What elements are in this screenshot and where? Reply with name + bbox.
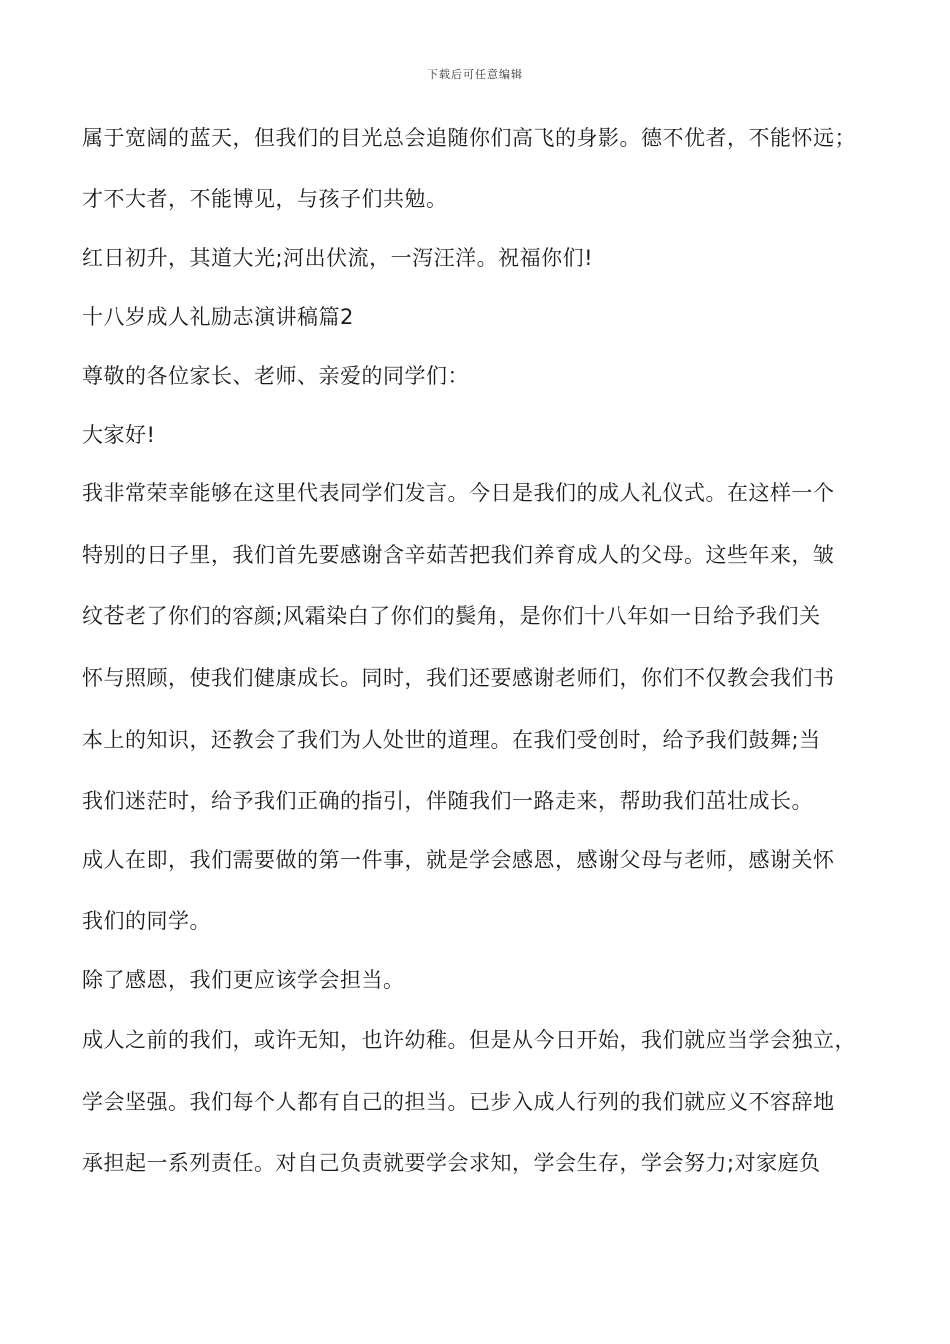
text-line: 特别的日子里，我们首先要感谢含辛茹苦把我们养育成人的父母。这些年来，皱 [82, 543, 835, 567]
text-line: 属于宽阔的蓝天，但我们的目光总会追随你们高飞的身影。德不优者，不能怀远； [82, 126, 856, 150]
text-line: 成人在即，我们需要做的第一件事，就是学会感恩，感谢父母与老师，感谢关怀 [82, 848, 835, 872]
text-line: 我们的同学。 [82, 909, 211, 933]
text-line: 本上的知识，还教会了我们为人处世的道理。在我们受创时，给予我们鼓舞;当 [82, 728, 821, 752]
greeting: 大家好! [82, 423, 156, 447]
text-line: 怀与照顾，使我们健康成长。同时，我们还要感谢老师们，你们不仅教会我们书 [82, 666, 835, 690]
text-line: 红日初升，其道大光;河出伏流，一泻汪洋。祝福你们! [82, 246, 593, 270]
text-line: 纹苍老了你们的容颜;风霜染白了你们的鬓角，是你们十八年如一日给予我们关 [82, 604, 821, 628]
text-line: 才不大者，不能博见，与孩子们共勉。 [82, 187, 448, 211]
salutation: 尊敬的各位家长、老师、亲爱的同学们： [82, 364, 469, 388]
page-header: 下载后可任意编辑 [427, 68, 523, 81]
text-line: 我们迷茫时，给予我们正确的指引，伴随我们一路走来，帮助我们茁壮成长。 [82, 789, 813, 813]
section-title: 十八岁成人礼励志演讲稿篇2 [82, 305, 354, 329]
text-line: 学会坚强。我们每个人都有自己的担当。已步入成人行列的我们就应义不容辞地 [82, 1090, 835, 1114]
text-line: 成人之前的我们，或许无知，也许幼稚。但是从今日开始，我们就应当学会独立， [82, 1028, 856, 1052]
text-line: 承担起一系列责任。对自己负责就要学会求知，学会生存，学会努力;对家庭负 [82, 1151, 821, 1175]
text-line: 我非常荣幸能够在这里代表同学们发言。今日是我们的成人礼仪式。在这样一个 [82, 481, 835, 505]
text-line: 除了感恩，我们更应该学会担当。 [82, 968, 405, 992]
